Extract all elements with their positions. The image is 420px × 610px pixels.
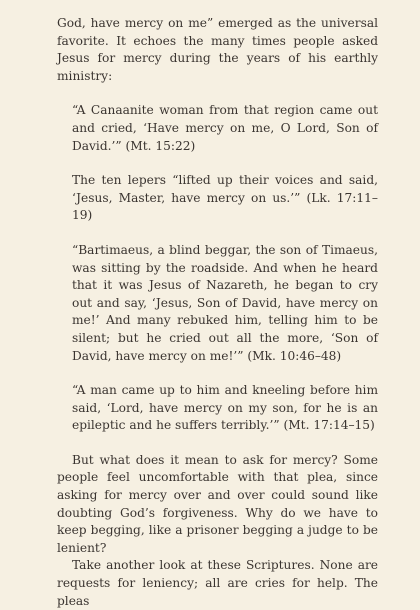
quote-epileptic-son: “A man came up to him and kneeling before him said, ‘Lord, have mercy on my son, for he is an epileptic and he suffers terribly.’” (Mt. 17:14–15) [72, 383, 378, 433]
quote-ten-lepers: The ten lepers “lifted up their voices and said, ‘Jesus, Master, have mercy on us.’” (Lk. 17:11–19) [72, 173, 378, 223]
intro-paragraph: God, have mercy on me” emerged as the universal favorite. It echoes the many times people asked Jesus for mercy during the years of his earthly ministry: [57, 16, 378, 83]
body-paragraph-mercy-question: But what does it mean to ask for mercy? Some people feel uncomfortable with that plea, since asking for mercy over and over could sound like doubting God’s forgiveness. Why do we have to keep begging, like a prisoner begging a judge to be lenient? [57, 452, 378, 555]
quote-canaanite-woman: “A Canaanite woman from that region came out and cried, ‘Have mercy on me, O Lord, Son of David.’” (Mt. 15:22) [72, 103, 378, 153]
body-paragraph-scriptures: Take another look at these Scriptures. None are requests for leniency; all are cries for help. The pleas [57, 558, 378, 608]
quote-bartimaeus: “Bartimaeus, a blind beggar, the son of Timaeus, was sitting by the roadside. And when he heard that it was Jesus of Nazareth, he began to cry out and say, ‘Jesus, Son of David, have mercy on me!’ And many rebuked him, telling him to be silent; but he cried out all the more, ‘Son of David, have mercy on me!’” (Mk. 10:46–48) [72, 242, 378, 363]
